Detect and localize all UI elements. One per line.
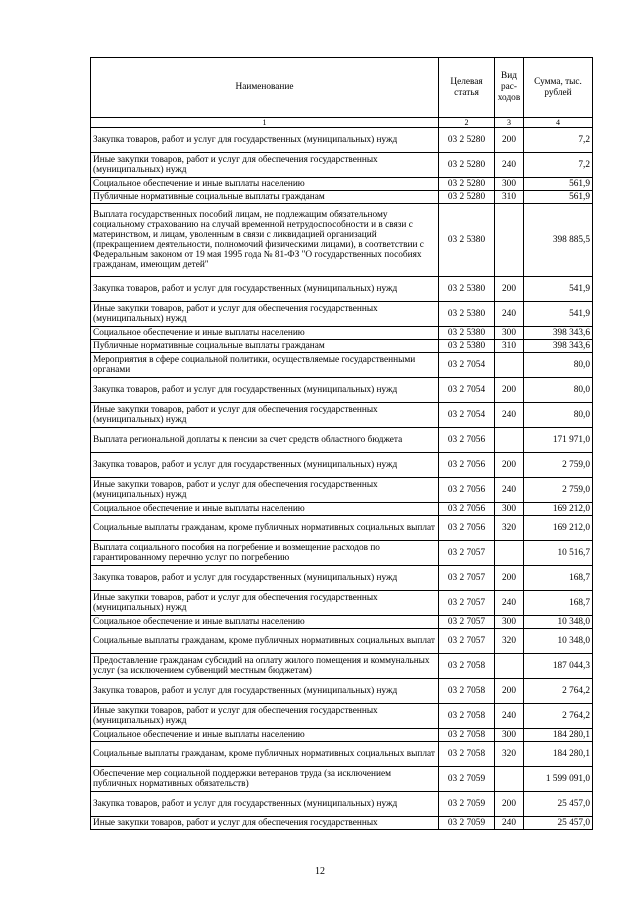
- row-vid: 320: [495, 629, 524, 654]
- row-name: Социальные выплаты гражданам, кроме публичных нормативных социальных выплат: [91, 516, 439, 541]
- row-name: Социальное обеспечение и иные выплаты населению: [91, 178, 439, 191]
- row-code: 03 2 7059: [439, 817, 495, 830]
- row-name: Публичные нормативные социальные выплаты гражданам: [91, 340, 439, 353]
- row-code: 03 2 5380: [439, 204, 495, 277]
- row-code: 03 2 7057: [439, 541, 495, 566]
- row-sum: 187 044,3: [524, 654, 593, 679]
- row-name: Социальные выплаты гражданам, кроме публичных нормативных социальных выплат: [91, 629, 439, 654]
- row-code: 03 2 7057: [439, 616, 495, 629]
- row-vid: 200: [495, 792, 524, 817]
- row-name: Обеспечение мер социальной поддержки ветеранов труда (за исключением публичных нормативных обязательств): [91, 767, 439, 792]
- row-code: 03 2 7054: [439, 353, 495, 378]
- column-number: 1: [91, 118, 439, 128]
- table-row: [91, 817, 593, 830]
- row-name: Закупка товаров, работ и услуг для государственных (муниципальных) нужд: [91, 453, 439, 478]
- row-sum: 541,9: [524, 277, 593, 302]
- table-row: [91, 541, 593, 566]
- row-code: 03 2 7059: [439, 792, 495, 817]
- row-vid: 240: [495, 302, 524, 327]
- row-code: 03 2 5380: [439, 302, 495, 327]
- header-name: Наименование: [91, 58, 439, 118]
- row-vid: [495, 767, 524, 792]
- table-row: [91, 128, 593, 153]
- row-vid: 300: [495, 729, 524, 742]
- column-number: 3: [495, 118, 524, 128]
- row-vid: 300: [495, 327, 524, 340]
- row-vid: [495, 353, 524, 378]
- row-sum: 2 764,2: [524, 679, 593, 704]
- row-sum: 25 457,0: [524, 817, 593, 830]
- row-sum: 80,0: [524, 378, 593, 403]
- row-code: 03 2 5380: [439, 340, 495, 353]
- row-name: Предоставление гражданам субсидий на оплату жилого помещения и коммунальных услуг (за исключением субвенций местным бюджетам): [91, 654, 439, 679]
- table-row: [91, 767, 593, 792]
- row-code: 03 2 5280: [439, 191, 495, 204]
- row-sum: 398 885,5: [524, 204, 593, 277]
- row-code: 03 2 5380: [439, 327, 495, 340]
- header-vid: Вид рас-ходов: [495, 58, 524, 118]
- row-name: Закупка товаров, работ и услуг для государственных (муниципальных) нужд: [91, 792, 439, 817]
- row-vid: 300: [495, 178, 524, 191]
- row-vid: 240: [495, 478, 524, 503]
- row-code: 03 2 7057: [439, 591, 495, 616]
- row-sum: 80,0: [524, 403, 593, 428]
- row-name: Публичные нормативные социальные выплаты гражданам: [91, 191, 439, 204]
- row-name: Иные закупки товаров, работ и услуг для обеспечения государственных (муниципальных) нужд: [91, 591, 439, 616]
- row-vid: [495, 654, 524, 679]
- table-row: [91, 403, 593, 428]
- row-vid: 300: [495, 616, 524, 629]
- row-vid: 300: [495, 503, 524, 516]
- column-number-row: [91, 118, 593, 128]
- row-code: 03 2 5280: [439, 178, 495, 191]
- row-name: Социальное обеспечение и иные выплаты населению: [91, 616, 439, 629]
- row-code: 03 2 7058: [439, 742, 495, 767]
- row-code: 03 2 7056: [439, 516, 495, 541]
- row-code: 03 2 7057: [439, 566, 495, 591]
- table-header-row: [91, 58, 593, 118]
- row-vid: 240: [495, 817, 524, 830]
- header-code: Целевая статья: [439, 58, 495, 118]
- table-row: [91, 204, 593, 277]
- row-code: 03 2 7056: [439, 503, 495, 516]
- row-name: Закупка товаров, работ и услуг для государственных (муниципальных) нужд: [91, 378, 439, 403]
- table-row: [91, 616, 593, 629]
- table-row: [91, 729, 593, 742]
- row-sum: 169 212,0: [524, 503, 593, 516]
- row-vid: 200: [495, 453, 524, 478]
- row-sum: 10 348,0: [524, 616, 593, 629]
- row-sum: 169 212,0: [524, 516, 593, 541]
- row-code: 03 2 7056: [439, 478, 495, 503]
- row-code: 03 2 7058: [439, 654, 495, 679]
- row-code: 03 2 7057: [439, 629, 495, 654]
- row-vid: 240: [495, 403, 524, 428]
- row-sum: 184 280,1: [524, 742, 593, 767]
- row-sum: 2 759,0: [524, 478, 593, 503]
- row-sum: 7,2: [524, 128, 593, 153]
- row-sum: 2 759,0: [524, 453, 593, 478]
- row-code: 03 2 5280: [439, 153, 495, 178]
- row-sum: 561,9: [524, 191, 593, 204]
- table-row: [91, 629, 593, 654]
- table-row: [91, 516, 593, 541]
- row-vid: 320: [495, 516, 524, 541]
- row-sum: 168,7: [524, 591, 593, 616]
- row-sum: 541,9: [524, 302, 593, 327]
- row-sum: 10 516,7: [524, 541, 593, 566]
- row-vid: 240: [495, 591, 524, 616]
- row-vid: 240: [495, 153, 524, 178]
- table-row: [91, 654, 593, 679]
- row-name: Социальное обеспечение и иные выплаты населению: [91, 327, 439, 340]
- row-code: 03 2 7058: [439, 704, 495, 729]
- row-name: Иные закупки товаров, работ и услуг для обеспечения государственных (муниципальных) нужд: [91, 704, 439, 729]
- table-row: [91, 704, 593, 729]
- row-vid: 200: [495, 378, 524, 403]
- table-row: [91, 340, 593, 353]
- row-code: 03 2 7054: [439, 403, 495, 428]
- row-vid: 310: [495, 191, 524, 204]
- row-sum: 171 971,0: [524, 428, 593, 453]
- row-vid: [495, 204, 524, 277]
- row-vid: 200: [495, 679, 524, 704]
- row-name: Социальное обеспечение и иные выплаты населению: [91, 729, 439, 742]
- row-sum: 80,0: [524, 353, 593, 378]
- row-sum: 25 457,0: [524, 792, 593, 817]
- table-row: [91, 378, 593, 403]
- header-sum: Сумма, тыс. рублей: [524, 58, 593, 118]
- row-sum: 2 764,2: [524, 704, 593, 729]
- table-row: [91, 353, 593, 378]
- table-row: [91, 153, 593, 178]
- row-vid: 200: [495, 566, 524, 591]
- row-name: Социальные выплаты гражданам, кроме публичных нормативных социальных выплат: [91, 742, 439, 767]
- row-name: Закупка товаров, работ и услуг для государственных (муниципальных) нужд: [91, 679, 439, 704]
- row-code: 03 2 7059: [439, 767, 495, 792]
- table-row: [91, 178, 593, 191]
- row-name: Иные закупки товаров, работ и услуг для обеспечения государственных (муниципальных) нужд: [91, 478, 439, 503]
- table-row: [91, 478, 593, 503]
- table-row: [91, 742, 593, 767]
- row-name: Социальное обеспечение и иные выплаты населению: [91, 503, 439, 516]
- row-name: Иные закупки товаров, работ и услуг для обеспечения государственных (муниципальных) нужд: [91, 153, 439, 178]
- row-sum: 398 343,6: [524, 340, 593, 353]
- table-row: [91, 591, 593, 616]
- row-name: Иные закупки товаров, работ и услуг для обеспечения государственных: [91, 817, 439, 830]
- row-sum: 168,7: [524, 566, 593, 591]
- table-row: [91, 566, 593, 591]
- row-name: Выплата государственных пособий лицам, не подлежащим обязательному социальному страхованию на случай временной нетрудоспособности и в связи с материнством, и лицам, уволенным в связи с ликвидацией организаций (прекращением деятельности, полномочий физическими лицами), в соответствии с Федеральным законом от 19 мая 1995 года № 81-ФЗ "О государственных пособиях гражданам, имеющим детей": [91, 204, 439, 277]
- row-sum: 1 599 091,0: [524, 767, 593, 792]
- row-code: 03 2 5380: [439, 277, 495, 302]
- row-name: Закупка товаров, работ и услуг для государственных (муниципальных) нужд: [91, 277, 439, 302]
- row-code: 03 2 7056: [439, 428, 495, 453]
- row-vid: 200: [495, 277, 524, 302]
- table-row: [91, 191, 593, 204]
- table-row: [91, 277, 593, 302]
- row-name: Закупка товаров, работ и услуг для государственных (муниципальных) нужд: [91, 566, 439, 591]
- row-code: 03 2 5280: [439, 128, 495, 153]
- row-vid: 320: [495, 742, 524, 767]
- row-name: Иные закупки товаров, работ и услуг для обеспечения государственных (муниципальных) нужд: [91, 302, 439, 327]
- row-name: Выплата социального пособия на погребение и возмещение расходов по гарантированному перечню услуг по погребению: [91, 541, 439, 566]
- row-vid: 200: [495, 128, 524, 153]
- row-vid: [495, 541, 524, 566]
- row-name: Выплата региональной доплаты к пенсии за счет средств областного бюджета: [91, 428, 439, 453]
- table-row: [91, 302, 593, 327]
- row-code: 03 2 7056: [439, 453, 495, 478]
- table-row: [91, 453, 593, 478]
- row-vid: 240: [495, 704, 524, 729]
- table-body: [91, 128, 593, 830]
- row-sum: 398 343,6: [524, 327, 593, 340]
- page-number: 12: [315, 866, 325, 877]
- row-sum: 10 348,0: [524, 629, 593, 654]
- table-row: [91, 679, 593, 704]
- row-name: Мероприятия в сфере социальной политики, осуществляемые государственными органами: [91, 353, 439, 378]
- row-sum: 184 280,1: [524, 729, 593, 742]
- column-number: 4: [524, 118, 593, 128]
- row-code: 03 2 7054: [439, 378, 495, 403]
- row-sum: 7,2: [524, 153, 593, 178]
- table-row: [91, 428, 593, 453]
- row-code: 03 2 7058: [439, 679, 495, 704]
- row-vid: [495, 428, 524, 453]
- table-row: [91, 792, 593, 817]
- table-row: [91, 327, 593, 340]
- row-name: Закупка товаров, работ и услуг для государственных (муниципальных) нужд: [91, 128, 439, 153]
- row-vid: 310: [495, 340, 524, 353]
- row-name: Иные закупки товаров, работ и услуг для обеспечения государственных (муниципальных) нужд: [91, 403, 439, 428]
- table-row: [91, 503, 593, 516]
- row-sum: 561,9: [524, 178, 593, 191]
- column-number: 2: [439, 118, 495, 128]
- budget-table: [90, 57, 593, 830]
- row-code: 03 2 7058: [439, 729, 495, 742]
